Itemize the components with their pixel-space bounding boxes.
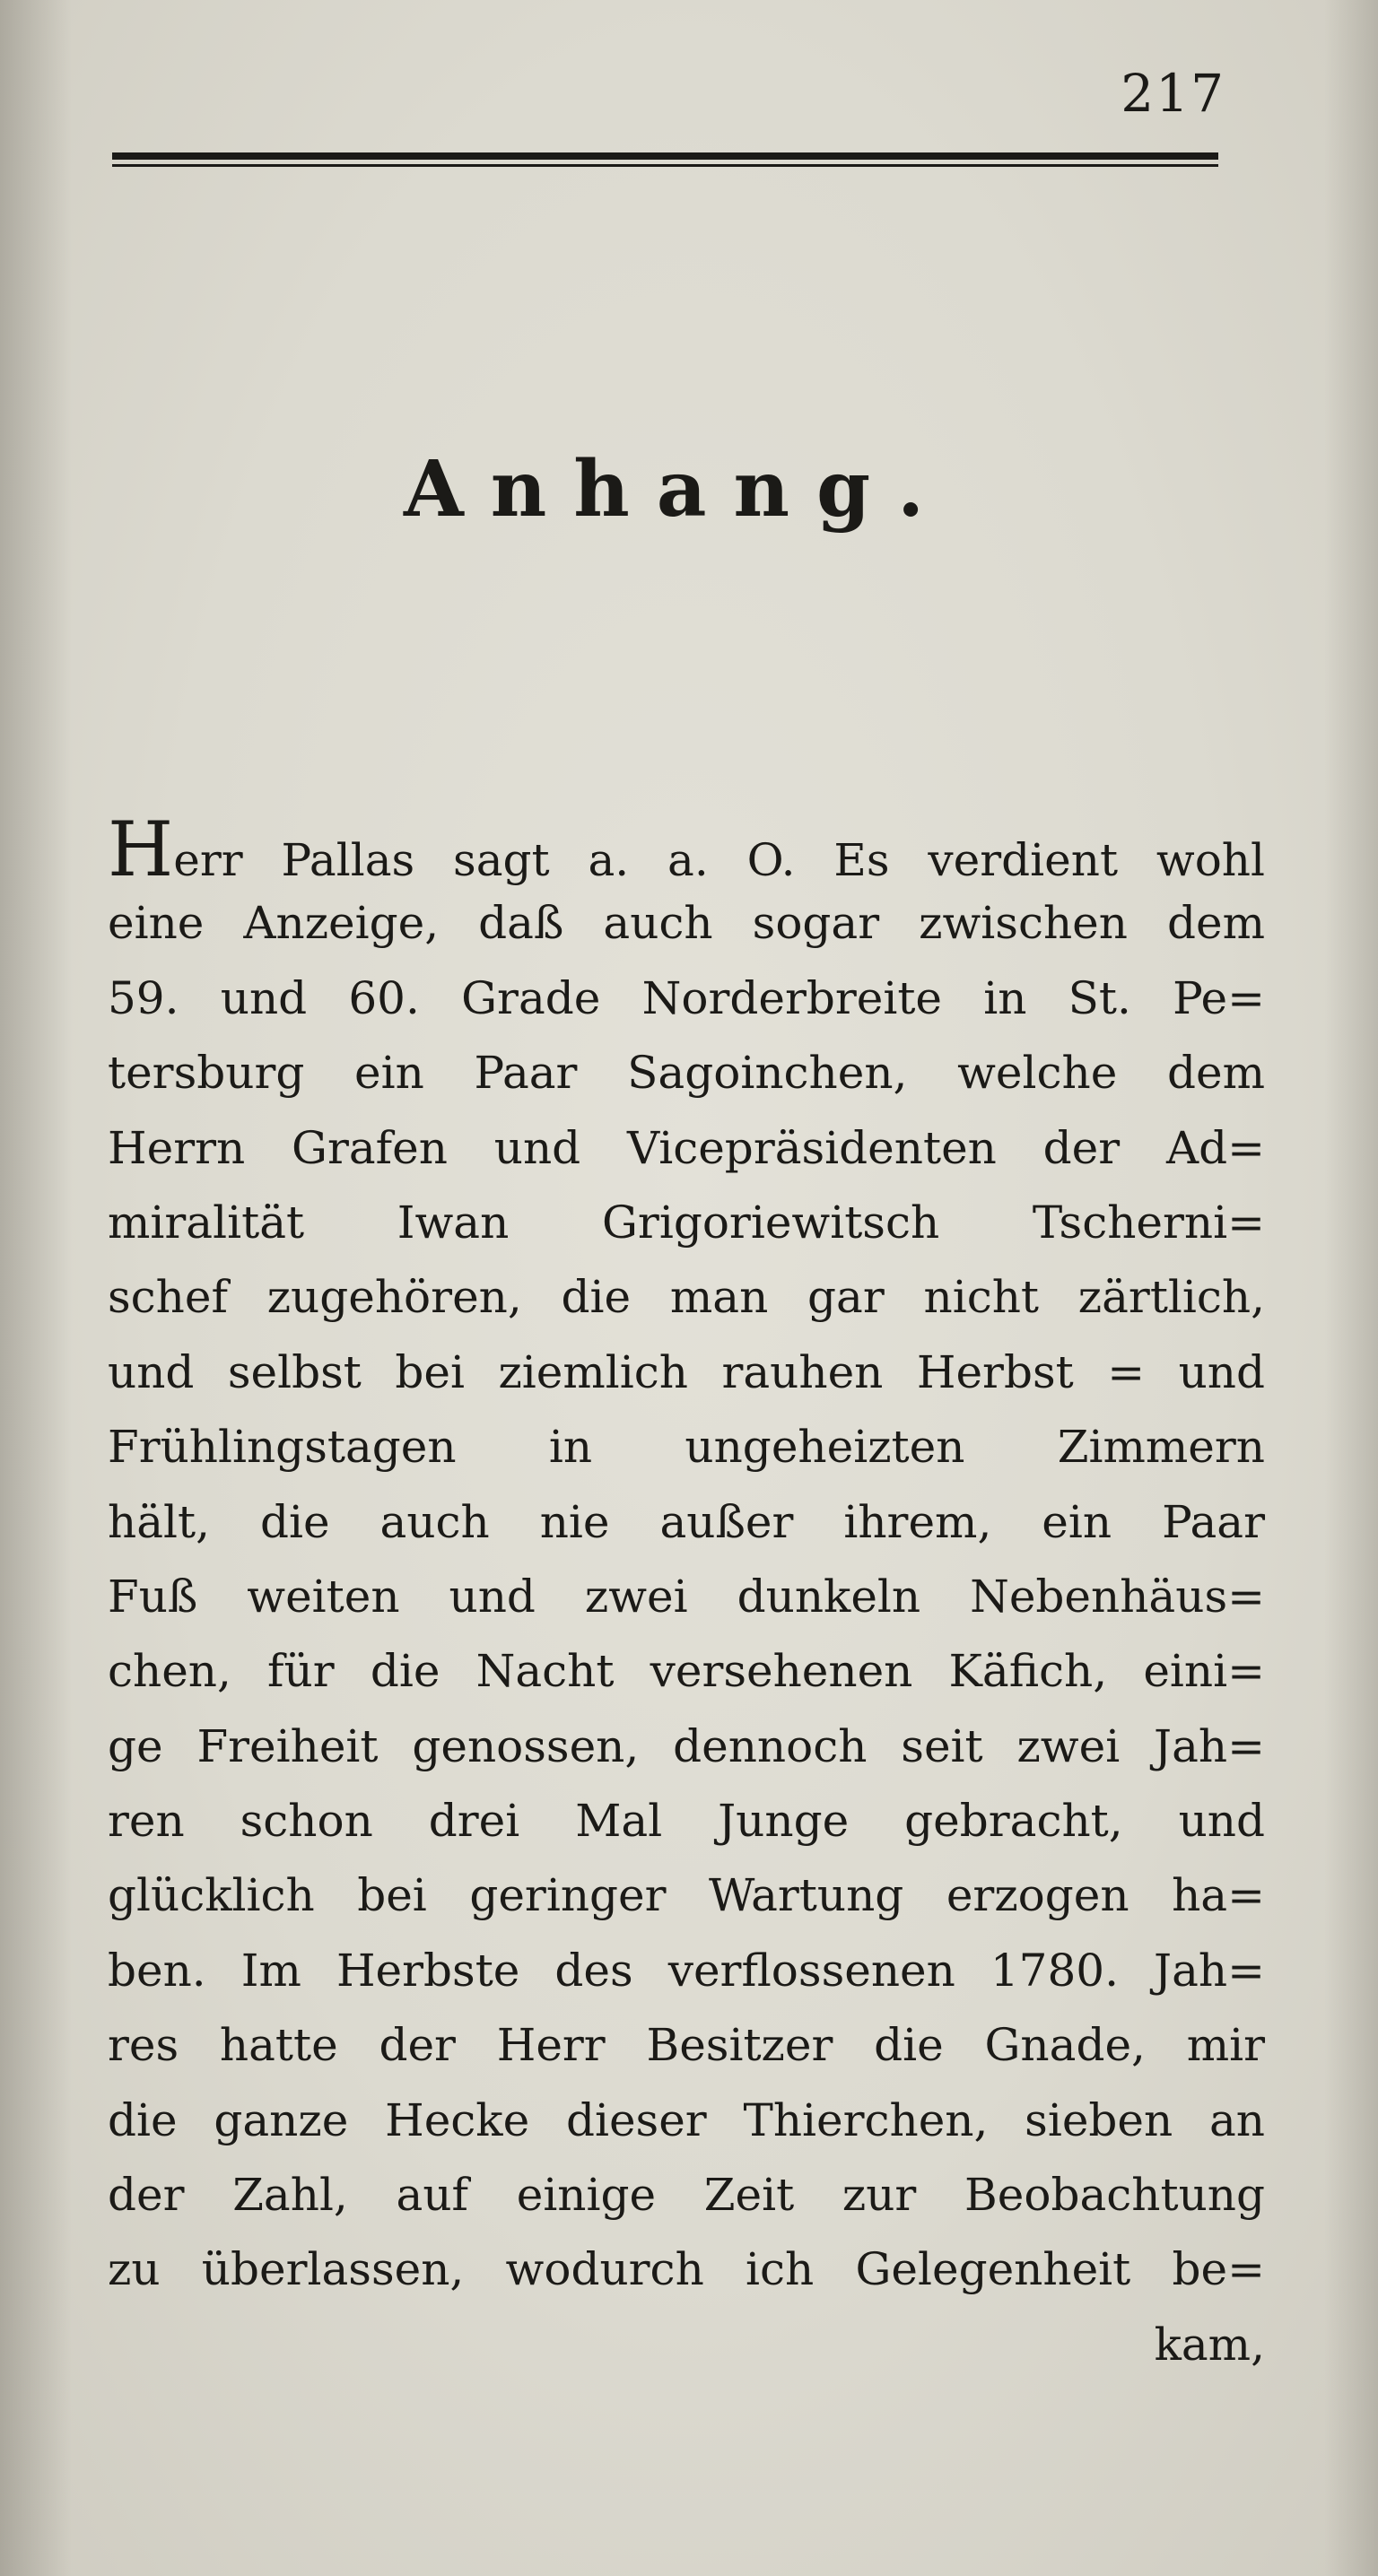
text-line: schef zugehören, die man gar nicht zärtlich, — [108, 1271, 1265, 1324]
text-line: und selbst bei ziemlich rauhen Herbst = und — [108, 1345, 1265, 1398]
page-gutter-shadow — [0, 0, 72, 2576]
text-line: Herrn Grafen und Vicepräsidenten der Ad= — [108, 1121, 1265, 1174]
text-line: hält, die auch nie außer ihrem, ein Paar — [108, 1495, 1265, 1548]
text-line: miralität Iwan Grigoriewitsch Tscherni= — [108, 1196, 1265, 1249]
text-line: res hatte der Herr Besitzer die Gnade, mir — [108, 2019, 1265, 2072]
text-line: ben. Im Herbste des verflossenen 1780. Jah= — [108, 1944, 1265, 1997]
header-rule-thick — [112, 152, 1218, 160]
text-line: der Zahl, auf einige Zeit zur Beobachtung — [108, 2169, 1265, 2222]
text-line: chen, für die Nacht versehenen Käfich, eini= — [108, 1645, 1265, 1698]
text-line: Fuß weiten und zwei dunkeln Nebenhäus= — [108, 1570, 1265, 1623]
text-line: zu überlassen, wodurch ich Gelegenheit be= — [108, 2243, 1265, 2296]
text-line: Frühlingstagen in ungeheizten Zimmern — [108, 1421, 1265, 1474]
text-line: glücklich bei geringer Wartung erzogen ha= — [108, 1869, 1265, 1922]
text-line: tersburg ein Paar Sagoinchen, welche dem — [108, 1047, 1265, 1100]
text-line: eine Anzeige, daß auch sogar zwischen dem — [108, 897, 1265, 950]
text-line: ge Freiheit genossen, dennoch seit zwei Jah= — [108, 1719, 1265, 1772]
header-rule-thin — [112, 164, 1218, 167]
body-text — [108, 805, 1265, 2382]
catchword: kam, — [1154, 2318, 1265, 2371]
text-line: 59. und 60. Grade Norderbreite in St. Pe= — [108, 971, 1265, 1024]
page-edge-shadow — [1324, 0, 1378, 2576]
section-heading: Anhang. — [404, 444, 952, 535]
text-line: die ganze Hecke dieser Thierchen, sieben an — [108, 2093, 1265, 2146]
text-line: ren schon drei Mal Junge gebracht, und — [108, 1795, 1265, 1848]
text-line: Herr Pallas sagt a. a. O. Es verdient wohl — [108, 805, 1265, 893]
page-number: 217 — [1121, 63, 1225, 124]
